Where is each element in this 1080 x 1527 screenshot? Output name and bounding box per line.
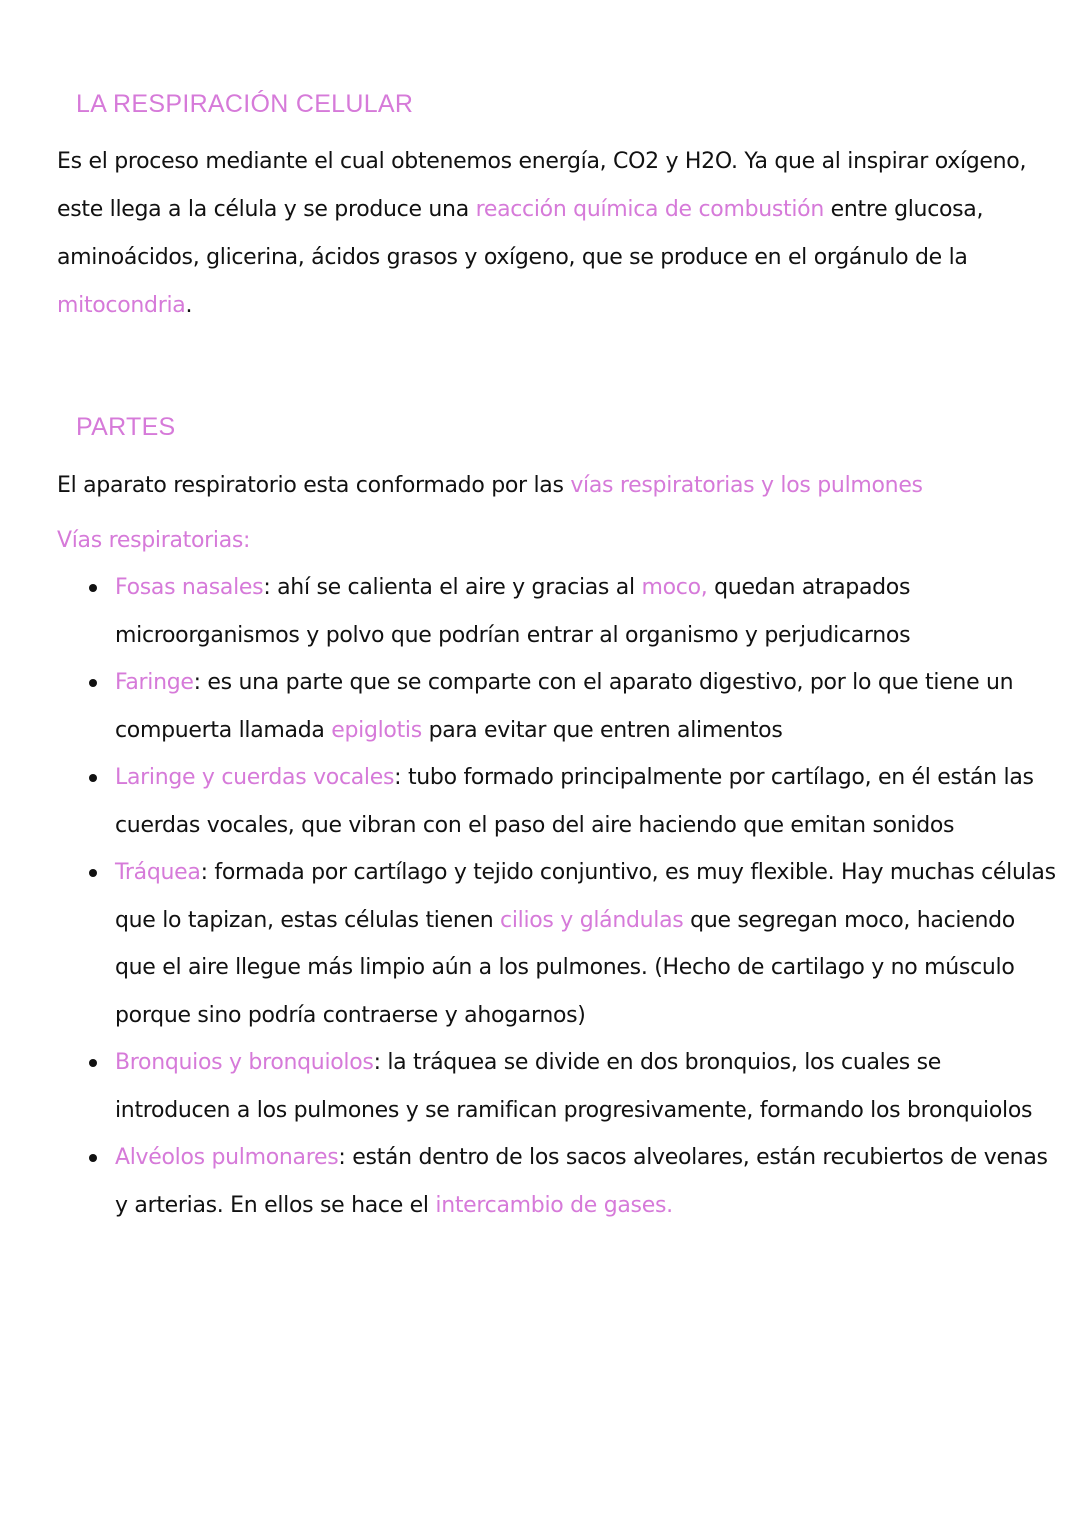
airways-list [57, 564, 1057, 1229]
text-segment: entre glucosa, aminoácidos, glicerina, ácidos grasos y oxígeno, que se produce en el orgánulo de la [57, 197, 984, 270]
list-item [57, 849, 1057, 1039]
bullet-icon [89, 1154, 97, 1162]
item-text: : la tráquea se divide en dos bronquios, los cuales se introducen a los pulmones y se ramifican progresivamente, formando los bronquiolos [115, 1050, 1033, 1123]
highlight-term: reacción química de combustión [475, 197, 824, 222]
highlight-term: mitocondria [57, 293, 186, 318]
bullet-icon [89, 679, 97, 687]
highlight-term: epiglotis [331, 717, 422, 743]
item-term: Fosas nasales [115, 575, 264, 600]
list-item [57, 1134, 1057, 1229]
item-term: Tráquea [115, 860, 201, 885]
item-text: quedan atrapados microorganismos y polvo que podrían entrar al organismo y perjudicarnos [115, 575, 911, 648]
section-heading-partes: PARTES [76, 413, 176, 441]
subsection-label: Vías respiratorias: [57, 528, 251, 553]
highlight-term: moco, [641, 575, 708, 600]
item-text: : están dentro de los sacos alveolares, están recubiertos de venas y arterias. En ellos se hace el [115, 1145, 1048, 1218]
list-item [57, 754, 1057, 849]
text-segment: El aparato respiratorio esta conformado por las [57, 473, 571, 498]
item-text: : tubo formado principalmente por cartílago, en él están las cuerdas vocales, que vibran con el paso del aire haciendo que emitan sonidos [115, 765, 1034, 838]
highlight-term: intercambio de gases. [435, 1192, 673, 1218]
item-term: Faringe [115, 670, 194, 695]
highlight-term: vías respiratorias y los pulmones [570, 473, 923, 498]
list-item [57, 1039, 1057, 1134]
bullet-icon [89, 584, 97, 592]
item-text: : es una parte que se comparte con el aparato digestivo, por lo que tiene un compuerta llamada [115, 670, 1014, 743]
text-segment: Es el proceso mediante el cual obtenemos energía, CO2 y H2O. Ya que al inspirar oxígeno, este llega a la célula y se produce una [57, 149, 1027, 222]
item-text: : ahí se calienta el aire y gracias al [263, 575, 642, 600]
item-term: Bronquios y bronquiolos [115, 1050, 374, 1075]
item-term: Laringe y cuerdas vocales [115, 765, 395, 790]
list-item [57, 564, 1057, 659]
bullet-icon [89, 774, 97, 782]
bullet-icon [89, 1059, 97, 1067]
list-item [57, 659, 1057, 754]
section-heading-respiracion: LA RESPIRACIÓN CELULAR [76, 90, 414, 118]
highlight-term: cilios y glándulas [500, 907, 684, 933]
item-term: Alvéolos pulmonares [115, 1145, 339, 1170]
text-segment: . [185, 293, 193, 318]
paragraph-partes-intro [57, 462, 1057, 510]
bullet-icon [89, 869, 97, 877]
item-text: que segregan moco, haciendo que el aire llegue más limpio aún a los pulmones. (Hecho de cartilago y no músculo porque sino podría contraerse y ahogarnos) [115, 907, 1015, 1028]
item-text: para evitar que entren alimentos [421, 717, 783, 743]
item-text: : formada por cartílago y tejido conjuntivo, es muy flexible. Hay muchas células que lo tapizan, estas células tienen [115, 860, 1056, 933]
paragraph-respiracion [57, 138, 1057, 330]
